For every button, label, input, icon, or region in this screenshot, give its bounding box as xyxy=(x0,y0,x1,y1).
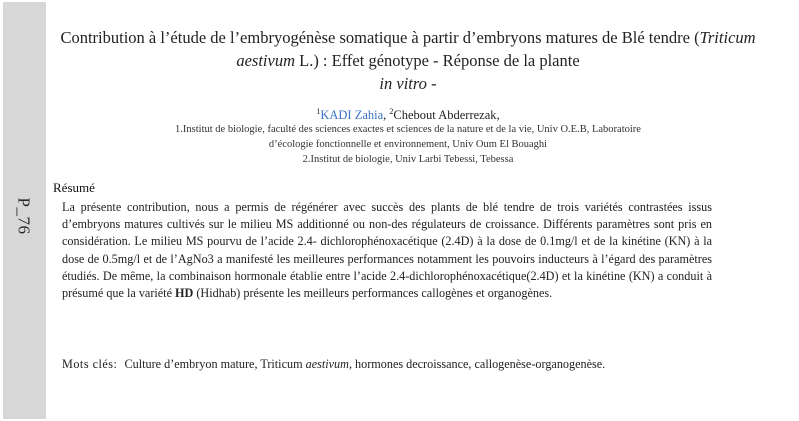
affiliation-line-1: 1.Institut de biologie, faculté des sciences exactes et sciences de la nature et de la vie, Univ O.E.B, Laboratoire xyxy=(175,124,641,135)
affiliations xyxy=(52,122,764,167)
abstract-hd-bold: HD xyxy=(175,286,194,301)
author1-name[interactable]: KADI Zahia xyxy=(320,108,384,123)
abstract-heading: Résumé xyxy=(53,180,95,195)
title-dash: - xyxy=(426,74,437,93)
title-text: Contribution à l’étude de l’embryogénèse somatique à partir d’embryons matures de Blé tendre ( xyxy=(60,28,700,47)
title-in-vitro: in vitro xyxy=(379,74,427,93)
author2-name: Chebout Abderrezak, xyxy=(393,108,500,123)
affiliation-line-2: d’écologie fonctionnelle et environnement, Univ Oum El Bouaghi xyxy=(268,139,548,150)
author-separator: , xyxy=(383,108,390,123)
page-number-label xyxy=(8,186,38,246)
keywords-paragraph xyxy=(62,356,712,374)
paper-title xyxy=(52,26,764,95)
author2-superscript: 2 xyxy=(389,107,394,116)
author1-superscript: 1 xyxy=(316,107,321,116)
abstract-text-end: (Hidhab) présente les meilleurs performances callogènes et organogènes. xyxy=(193,286,553,301)
keywords-text: Culture d’embryon mature, Triticum xyxy=(121,357,306,371)
abstract-text: La présente contribution, nous a permis de régénérer avec succès des plants de blé tendre de trois variétés contrastées issus d’embryons matures cultivés sur le milieu MS additionné ou non-des régulateurs de croissance. Différents paramètres sont pris en considération. Le milieu MS pourvu de l’acide 2.4- dichlorophénoxacétique (2.4D) à la dose de 0.1mg/l et de la kinétine (KN) à la dose de 0.5mg/l et de l’AgNo3 a manifesté les meilleures performances notamment les pouvoirs inducteurs à l’égard des paramètres étudiés. De même, la combinaison hormonale établie entre l’acide 2.4-dichlorophénoxacétique(2.4D) et la kinétine (KN) a conduit à présumé que la variété xyxy=(62,200,712,301)
keywords-italic: aestivum xyxy=(305,357,349,371)
document-content xyxy=(52,0,764,421)
abstract-body xyxy=(62,199,712,302)
affiliation-line-3: 2.Institut de biologie, Univ Larbi Tebessi, Tebessa xyxy=(302,154,514,165)
author-line xyxy=(52,104,764,123)
title-text-continued: L.) : Effet génotype - Réponse de la plante xyxy=(294,51,580,70)
page-number-text: P_76 xyxy=(14,197,33,235)
keywords-label: Mots clés: xyxy=(62,357,118,371)
keywords-text-end: , hormones decroissance, callogenèse-organogenèse. xyxy=(348,357,606,371)
title-species: Triticum aestivum xyxy=(236,28,756,70)
